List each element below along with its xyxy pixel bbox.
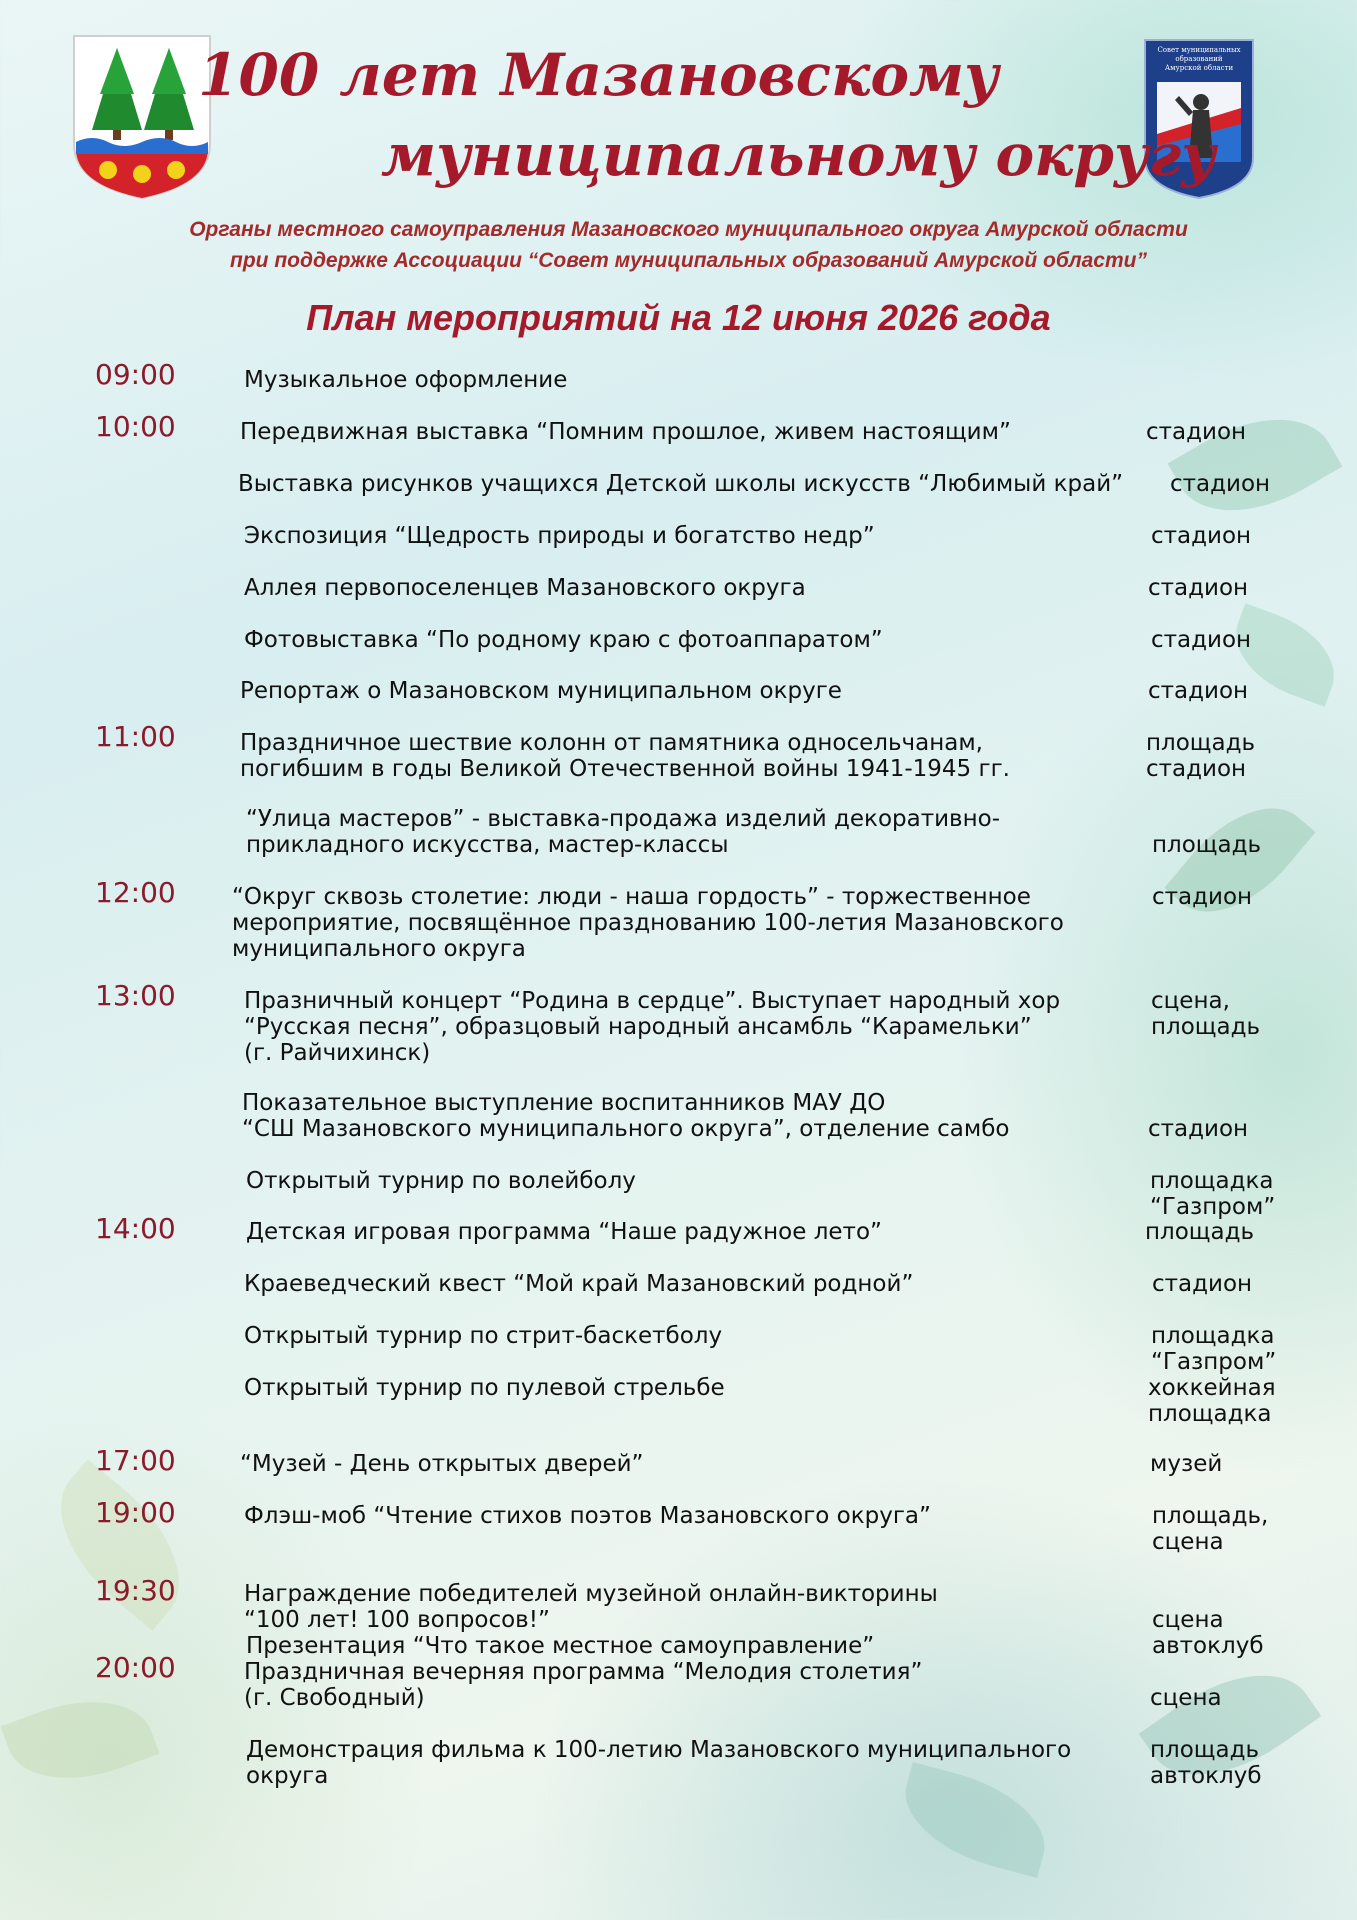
event-text: Фотовыставка “По родному краю с фотоаппаратом”	[244, 627, 883, 653]
time-label: 19:00	[95, 1496, 176, 1529]
event-location: стадион	[1152, 1271, 1253, 1297]
time-label: 12:00	[95, 876, 176, 909]
event-text: Празничный концерт “Родина в сердце”. Выступает народный хор “Русская песня”, образцовый народный ансамбль “Карамельки” (г. Райчихинск)	[244, 988, 1061, 1066]
event-text: Экспозиция “Щедрость природы и богатство недр”	[244, 523, 875, 549]
organizer-line-2: при поддержке Ассоциации “Совет муниципальных образований Амурской области”	[230, 249, 1147, 272]
page-title-line-2: муниципальному округу	[381, 121, 1216, 189]
event-text: “Улица мастеров” - выставка-продажа изделий декоративно- прикладного искусства, мастер-классы	[246, 806, 1001, 858]
event-location: стадион	[1148, 1116, 1249, 1142]
decor-leaf	[1, 1678, 160, 1801]
event-location: площадка “Газпром”	[1150, 1168, 1276, 1220]
event-location: стадион	[1146, 419, 1247, 445]
event-text: Аллея первопоселенцев Мазановского округа	[244, 575, 806, 601]
time-label: 13:00	[95, 979, 176, 1012]
event-location: музей	[1150, 1451, 1223, 1477]
event-location: стадион	[1151, 627, 1252, 653]
decor-leaf	[1168, 389, 1343, 542]
time-label: 19:30	[95, 1574, 176, 1607]
event-text: Праздничное шествие колонн от памятника односельчанам, погибшим в годы Великой Отечественной войны 1941-1945 гг.	[240, 730, 1010, 782]
page-title-line-1: 100 лет Мазановскому	[198, 41, 999, 109]
event-text: Открытый турнир по стрит-баскетболу	[244, 1323, 723, 1349]
event-text: Репортаж о Мазановском муниципальном округе	[240, 678, 842, 704]
time-label: 20:00	[95, 1651, 176, 1684]
event-location: автоклуб	[1152, 1633, 1264, 1659]
plan-title: План мероприятий на 12 июня 2026 года	[306, 297, 1051, 338]
event-location: площадь, сцена	[1152, 1503, 1269, 1555]
event-text: “Музей - День открытых дверей”	[240, 1451, 644, 1477]
event-text: Детская игровая программа “Наше радужное лето”	[246, 1219, 882, 1245]
event-text: Презентация “Что такое местное самоуправление”	[246, 1633, 875, 1659]
event-location: стадион	[1170, 471, 1271, 497]
decor-leaf	[1164, 781, 1315, 940]
event-text: Праздничная вечерняя программа “Мелодия столетия” (г. Свободный)	[244, 1659, 923, 1711]
event-location: площадь автоклуб	[1150, 1737, 1262, 1789]
organizer-line-1: Органы местного самоуправления Мазановского муниципального округа Амурской области	[189, 218, 1188, 241]
event-location: хоккейная площадка	[1148, 1375, 1276, 1427]
time-label: 09:00	[95, 358, 176, 391]
event-location: стадион	[1148, 575, 1249, 601]
event-location: сцена	[1152, 1607, 1224, 1633]
event-text: “Округ сквозь столетие: люди - наша гордость” - торжественное мероприятие, посвящённое празднованию 100-летия Мазановского муниципального округа	[232, 884, 1064, 962]
event-text: Музыкальное оформление	[244, 367, 568, 393]
event-text: Выставка рисунков учащихся Детской школы искусств “Любимый край”	[238, 471, 1124, 497]
event-text: Передвижная выставка “Помним прошлое, живем настоящим”	[240, 419, 1011, 445]
time-label: 14:00	[95, 1212, 176, 1245]
event-text: Демонстрация фильма к 100-летию Мазановского муниципального округа	[246, 1737, 1072, 1789]
time-label: 11:00	[95, 720, 176, 753]
event-location: площадка “Газпром”	[1151, 1323, 1277, 1375]
event-location: стадион	[1148, 678, 1249, 704]
event-location: стадион	[1151, 523, 1252, 549]
event-text: Открытый турнир по пулевой стрельбе	[244, 1375, 725, 1401]
event-text: Открытый турнир по волейболу	[246, 1168, 636, 1194]
time-label: 10:00	[95, 410, 176, 443]
association-emblem-text: Совет муниципальных образований Амурской области	[1157, 46, 1241, 72]
time-label: 17:00	[95, 1444, 176, 1477]
event-text: Награждение победителей музейной онлайн-викторины “100 лет! 100 вопросов!”	[244, 1581, 938, 1633]
event-location: сцена	[1150, 1685, 1222, 1711]
event-location: площадь	[1145, 1219, 1255, 1245]
event-location: сцена, площадь	[1151, 988, 1261, 1040]
event-location: площадь стадион	[1146, 730, 1256, 782]
event-text: Флэш-моб “Чтение стихов поэтов Мазановского округа”	[244, 1503, 931, 1529]
event-location: стадион	[1152, 884, 1253, 910]
event-location: площадь	[1152, 832, 1262, 858]
event-text: Показательное выступление воспитанников МАУ ДО “СШ Мазановского муниципального округа”, отделение самбо	[242, 1090, 1010, 1142]
event-text: Краеведческий квест “Мой край Мазановский родной”	[244, 1271, 914, 1297]
